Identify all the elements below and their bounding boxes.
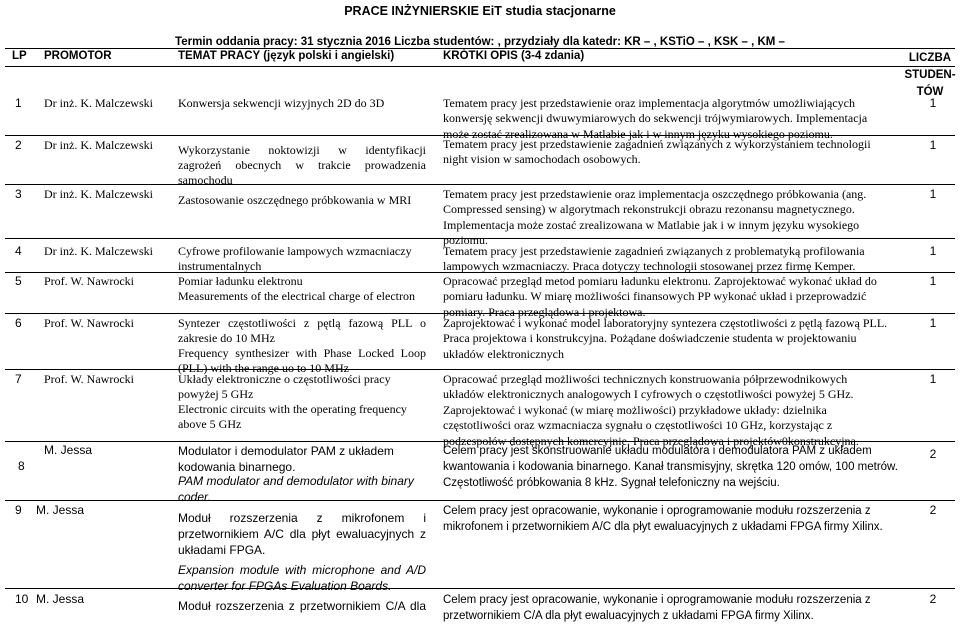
header-topic: TEMAT PRACY (język polski i angielski) — [178, 50, 395, 62]
description-line: poziomu. — [443, 233, 488, 248]
student-count: 2 — [929, 447, 937, 461]
description-line: kwantowania i kodowania binarnego. Kanał transmisyjny, skrętka 120 omów, 100 metrów. — [443, 461, 898, 473]
topic-description — [443, 316, 887, 362]
description-line: Częstotliwość próbkowania 8 kHz. Sygnał telefoniczny na wejściu. — [443, 477, 780, 489]
description-line: Tematem pracy jest przedstawienie oraz implementacja algorytmów umożliwiających — [443, 96, 855, 110]
topic-description — [443, 372, 859, 449]
row-divider — [5, 588, 955, 589]
page-subtitle: Termin oddania pracy: 31 stycznia 2016 Liczba studentów: , przydziały dla katedr: KR – , KSTiO – , KSK – , KM – — [175, 36, 785, 48]
topic-line: Moduł rozszerzenia z mikrofonem i — [178, 511, 426, 525]
promotor-name: Dr inż. K. Malczewski — [44, 138, 153, 152]
topic-title — [178, 96, 426, 111]
topic-description — [443, 137, 871, 168]
topic-title — [178, 372, 426, 432]
row-number: 7 — [15, 372, 22, 386]
topic-description — [443, 592, 871, 624]
topic-line: Konwersja sekwencji wizyjnych 2D do 3D — [178, 96, 385, 110]
topic-title — [178, 244, 426, 274]
header-rule-top — [5, 48, 955, 49]
topic-line: samochodu — [178, 173, 233, 187]
topic-line: Frequency synthesizer with Phase Locked Loop — [178, 346, 426, 360]
topic-title — [178, 193, 426, 208]
promotor-name: M. Jessa — [36, 503, 85, 517]
topic-line: instrumentalnych — [178, 259, 262, 273]
description-line: mikrofonem i przetwornikiem A/C dla płyt ewaluacyjnych z układami FPGA firmy Xilinx. — [443, 521, 883, 533]
topic-title — [178, 274, 426, 304]
student-count: 1 — [929, 316, 937, 330]
topic-title-english — [178, 473, 426, 505]
row-number: 6 — [15, 316, 22, 330]
topic-title — [178, 443, 426, 475]
topic-line: above 5 GHz — [178, 417, 242, 431]
student-count: 1 — [929, 96, 937, 110]
student-count: 1 — [929, 138, 937, 152]
topic-description — [443, 503, 883, 535]
topic-line: Zastosowanie oszczędnego próbkowania w MRI — [178, 193, 412, 207]
row-number: 5 — [15, 274, 22, 288]
topic-title — [178, 598, 426, 614]
description-line: częstotliwości oraz wzmacniacza sygnału o częstotliwości 10 GHz, korzystając z — [443, 418, 833, 433]
topic-line: zagrożeń obecnych w trakcie prowadzenia — [178, 158, 426, 172]
topic-english-line: Expansion module with microphone and A/D — [178, 563, 426, 577]
topic-title-english — [178, 562, 426, 594]
description-line: pomiaru ładunku. W miarę możliwości finansowych PP wykonać układ i przeprowadzić — [443, 289, 867, 304]
topic-line: Wykorzystanie noktowizji w identyfikacji — [178, 143, 426, 157]
header-count-line: LICZBA — [908, 52, 952, 64]
row-number: 3 — [15, 187, 22, 201]
topic-line: Układy elektroniczne o częstotliwości pracy — [178, 372, 391, 386]
topic-line: przetwornikiem A/C dla płyt ewaluacyjnych z — [178, 527, 426, 541]
row-number: 8 — [18, 459, 25, 473]
topic-line: kodowania binarnego. — [178, 460, 296, 474]
description-line: układów elektronicznych — [443, 346, 564, 361]
topic-line: Moduł rozszerzenia z przetwornikiem C/A dla — [178, 599, 426, 613]
promotor-name: Dr inż. K. Malczewski — [44, 96, 153, 110]
description-line: podzespołów dostępnych komercyjnie. Praca przeglądowa i projektów0konstrukcyjna. — [443, 433, 859, 448]
description-line: Opracować przegląd możliwości technicznych konstruowania półprzewodnikowych — [443, 372, 848, 386]
promotor-name: M. Jessa — [36, 592, 85, 606]
topic-line: Syntezer częstotliwości z pętlą fazową PLL o — [178, 316, 426, 330]
description-line: układów elektronicznych analogowych I cyfrowych o częstotliwości powyżej 5 GHz. — [443, 387, 854, 402]
description-line: Praca projektowa i konstrukcyjna. Pożądane doświadczenie studenta w projektowaniu — [443, 331, 857, 346]
student-count: 2 — [929, 592, 937, 606]
topic-line: powyżej 5 GHz — [178, 387, 254, 401]
promotor-name: Prof. W. Nawrocki — [44, 372, 134, 386]
topic-line: Measurements of the electrical charge of electron — [178, 289, 415, 303]
description-line: Zaprojektować i wykonać model laboratoryjny syntezera częstotliwości z pętlą fazową PLL. — [443, 316, 888, 330]
header-promotor: PROMOTOR — [44, 50, 112, 62]
topic-english-line: PAM modulator and demodulator with binary — [178, 474, 414, 488]
topic-description — [443, 244, 865, 275]
description-line: night vision w samochodach osobowych. — [443, 152, 641, 167]
header-rule-bottom — [5, 66, 955, 67]
topic-title — [178, 143, 426, 188]
description-line: Tematem pracy jest przedstawienie zagadnień związanych z problematyką profilowania — [443, 244, 865, 258]
promotor-name: M. Jessa — [44, 443, 93, 457]
topic-description — [443, 187, 866, 249]
topic-english-line: coder. — [178, 490, 211, 504]
student-count: 1 — [929, 187, 937, 201]
description-line: Compressed sensing) w algorytmach rekonstrukcji obrazu rezonansu magnetycznego. — [443, 202, 855, 217]
topic-line: układami FPGA. — [178, 543, 266, 557]
row-number: 9 — [15, 503, 22, 517]
row-divider — [5, 369, 955, 370]
header-student-count — [902, 50, 958, 101]
description-line: Zaprojektować i wykonać (w miarę możliwości) przykładowe układy: dzielnika — [443, 402, 827, 417]
description-line: Implementacja może zostać zrealizowana w Matlabie jak i w innym języku wysokiego — [443, 217, 860, 232]
student-count: 1 — [929, 244, 937, 258]
description-line: pomiary. Praca przeglądowa i projektowa. — [443, 304, 646, 319]
topic-description — [443, 443, 898, 491]
topic-line: Electronic circuits with the operating frequency — [178, 402, 407, 416]
row-number: 10 — [15, 592, 29, 606]
row-number: 2 — [15, 138, 22, 152]
description-line: Opracować przegląd metod pomiaru ładunku elektronu. Zaprojektować wykonać układ do — [443, 274, 877, 288]
description-line: konwersję sekwencji dwuwymiarowych do sekwencji trójwymiarowych. Implementacja — [443, 111, 868, 126]
student-count: 1 — [929, 274, 937, 288]
description-line: lampowych wzmacniaczy. Praca dotyczy technologii stosowanej przez firmę Kemper. — [443, 259, 856, 274]
header-count-line: STUDEN- — [904, 69, 956, 81]
topic-line: Modulator i demodulator PAM z układem — [178, 444, 394, 458]
topic-line: zakresie do 10 MHz — [178, 331, 275, 345]
topic-title — [178, 316, 426, 376]
promotor-name: Dr inż. K. Malczewski — [44, 187, 153, 201]
description-line: przetwornikiem C/A dla płyt ewaluacyjnych z układami FPGA firmy Xilinx. — [443, 610, 814, 622]
description-line: Celem pracy jest skonstruowanie układu modulatora i demodulatora PAM z układem — [443, 445, 872, 457]
description-line: Celem pracy jest opracowanie, wykonanie i oprogramowanie modułu rozszerzenia z — [443, 594, 871, 606]
topic-line: Cyfrowe profilowanie lampowych wzmacniaczy — [178, 244, 412, 258]
topic-title — [178, 510, 426, 558]
header-description: KRÓTKI OPIS (3-4 zdania) — [443, 50, 585, 62]
student-count: 1 — [929, 372, 937, 386]
page-title: PRACE INŻYNIERSKIE EiT studia stacjonarne — [344, 4, 616, 18]
description-line: Tematem pracy jest przedstawienie zagadnień związanych z wykorzystaniem technologii — [443, 137, 871, 151]
topic-english-line: converter for FPGAs Evaluation Boards. — [178, 579, 392, 593]
description-line: Tematem pracy jest przedstawienie oraz implementacja oszczędnego próbkowania (ang. — [443, 187, 867, 201]
student-count: 2 — [929, 503, 937, 517]
topic-line: (PLL) with the range uo to 10 MHz — [178, 361, 349, 375]
topic-description — [443, 96, 867, 142]
description-line: Celem pracy jest opracowanie, wykonanie i oprogramowanie modułu rozszerzenia z — [443, 505, 871, 517]
header-count-line: TÓW — [916, 86, 944, 98]
promotor-name: Prof. W. Nawrocki — [44, 274, 134, 288]
promotor-name: Prof. W. Nawrocki — [44, 316, 134, 330]
row-divider — [5, 184, 955, 185]
topic-description — [443, 274, 877, 320]
row-number: 1 — [15, 96, 22, 110]
header-lp: LP — [12, 50, 27, 62]
row-divider — [5, 500, 955, 501]
description-line: może zostać zrealizowana w Matlabie jak i w innym języku wysokiego poziomu. — [443, 126, 833, 141]
row-number: 4 — [15, 244, 22, 258]
topic-line: Pomiar ładunku elektronu — [178, 274, 303, 288]
promotor-name: Dr inż. K. Malczewski — [44, 244, 153, 258]
